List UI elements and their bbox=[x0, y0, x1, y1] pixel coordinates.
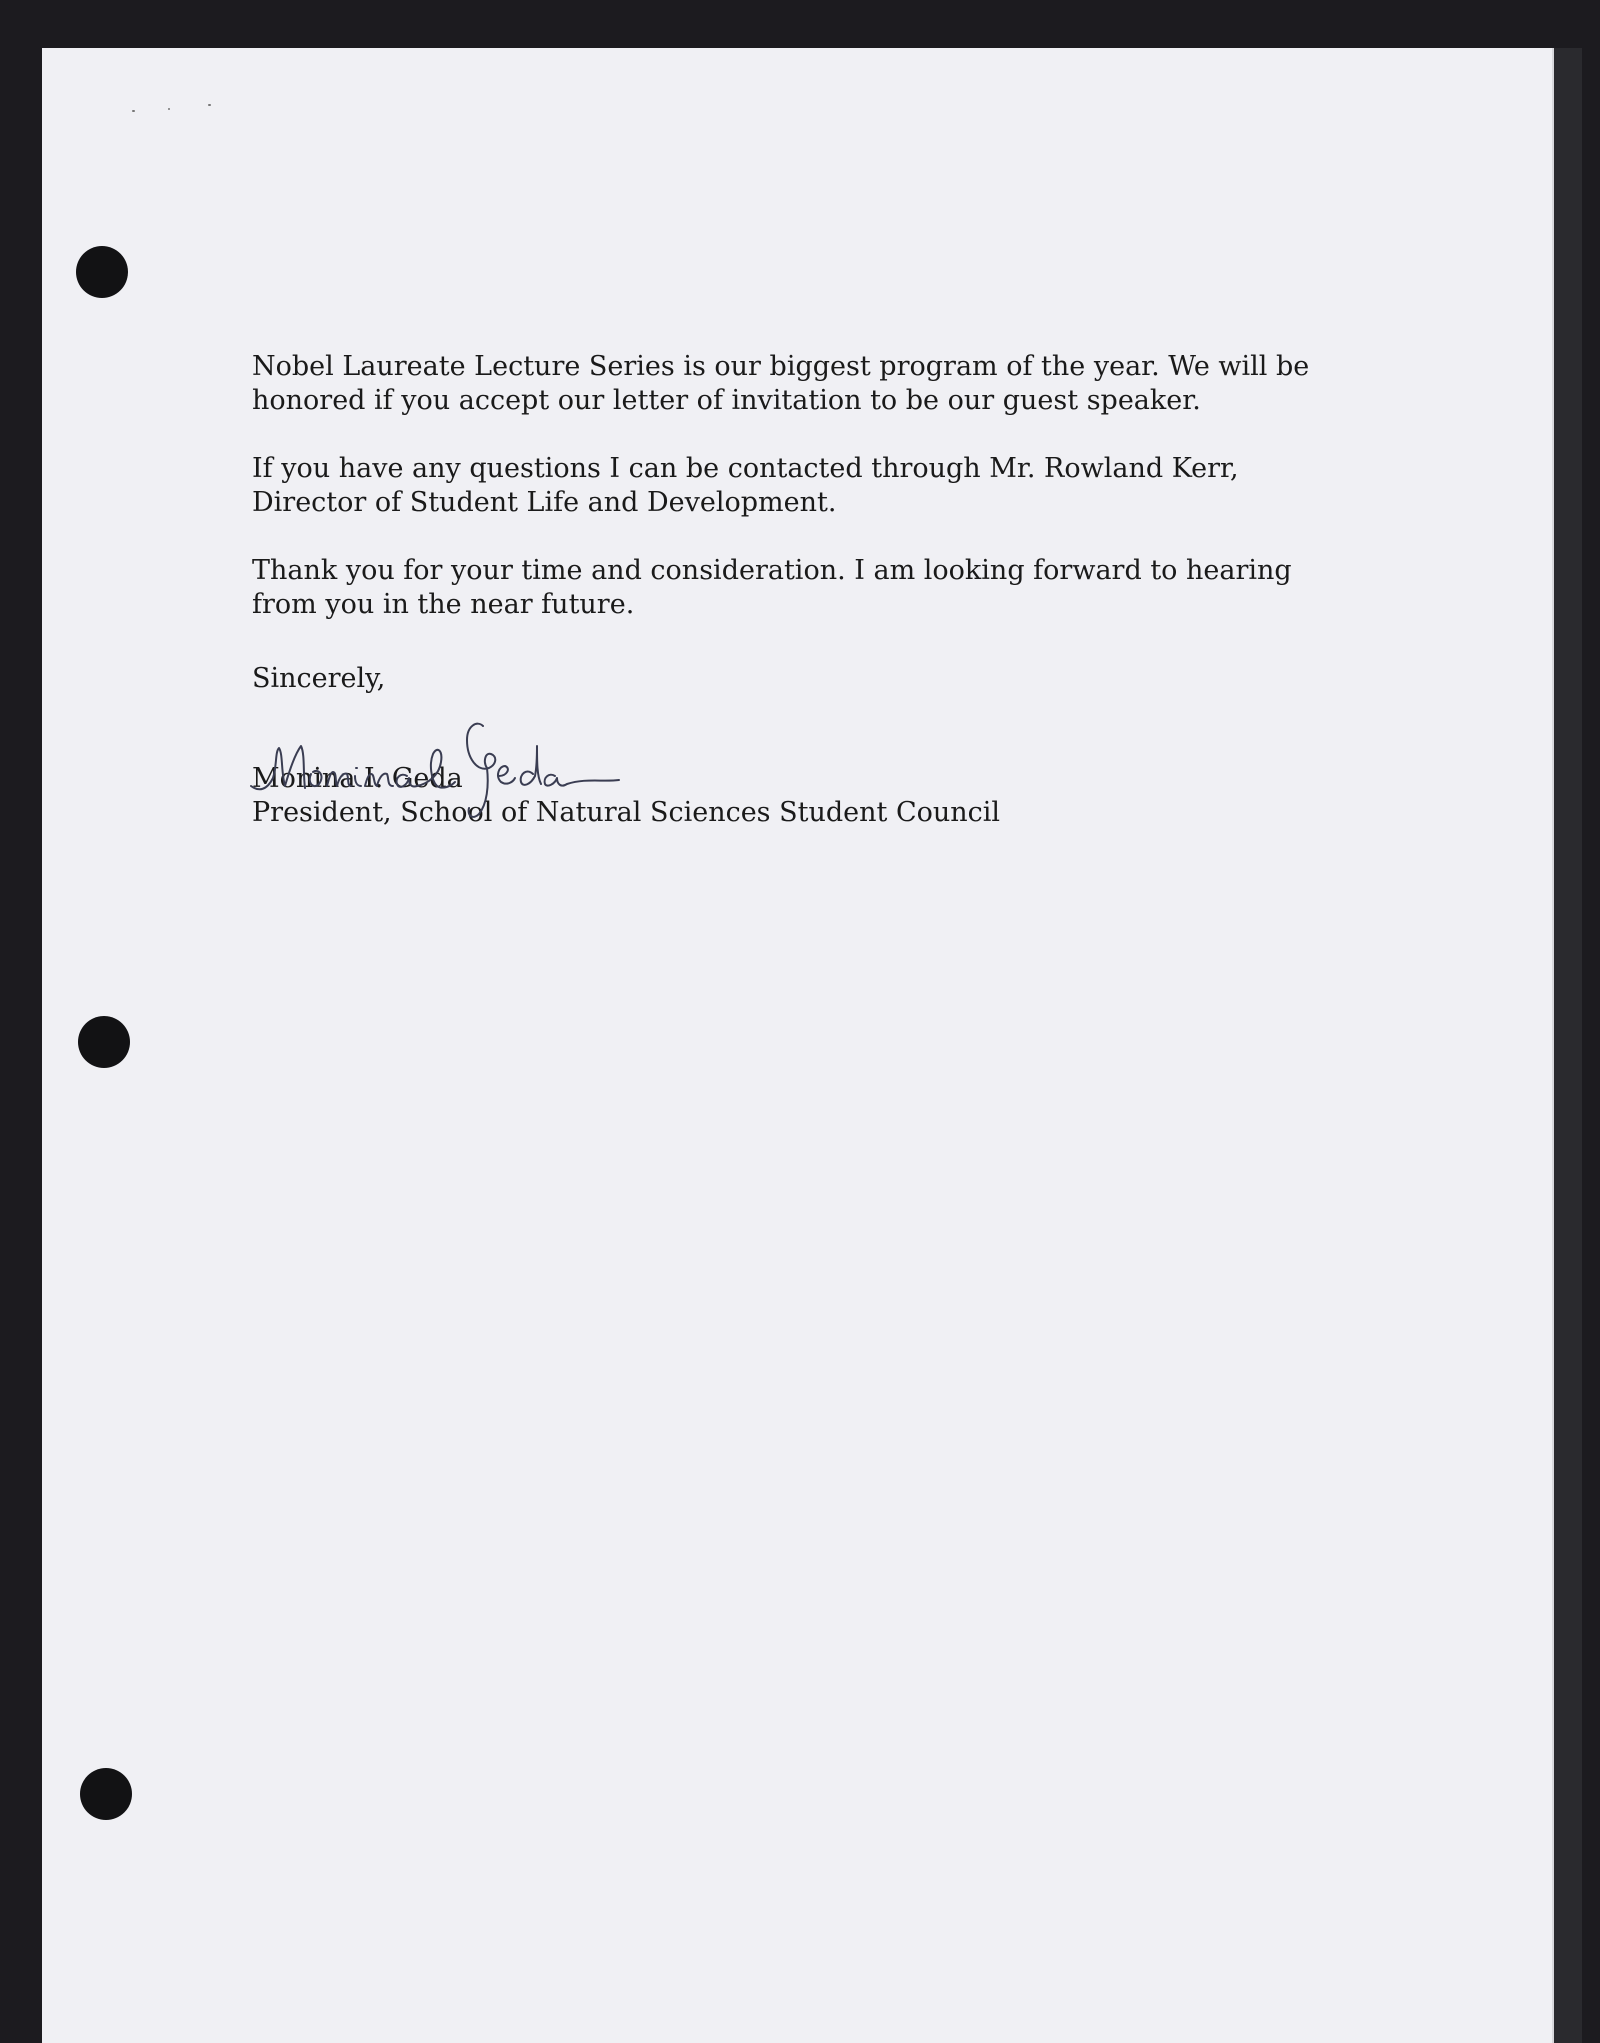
paragraph-line: If you have any questions I can be contacted through Mr. Rowland Kerr, bbox=[252, 453, 1239, 484]
paragraph-line: Director of Student Life and Development. bbox=[252, 487, 837, 518]
punch-hole-top bbox=[76, 246, 128, 298]
punch-hole-middle bbox=[78, 1016, 130, 1068]
paragraph-line: from you in the near future. bbox=[252, 589, 635, 620]
signer-name: Monina I. Geda bbox=[252, 763, 463, 794]
punch-hole-bottom bbox=[80, 1768, 132, 1820]
closing-salutation: Sincerely, bbox=[252, 663, 386, 694]
paragraph-3 bbox=[252, 554, 1352, 622]
paragraph-2 bbox=[252, 452, 1352, 520]
paper-speck bbox=[132, 110, 135, 112]
paragraph-line: Thank you for your time and consideration. I am looking forward to hearing bbox=[252, 555, 1292, 586]
handwritten-signature bbox=[245, 706, 685, 826]
paragraph-line: honored if you accept our letter of invitation to be our guest speaker. bbox=[252, 385, 1201, 416]
scanner-background-edge bbox=[1552, 48, 1582, 2043]
paragraph-line: Nobel Laureate Lecture Series is our biggest program of the year. We will be bbox=[252, 351, 1310, 382]
paper-speck bbox=[208, 104, 211, 106]
paragraph-1 bbox=[252, 350, 1352, 418]
signer-title: President, School of Natural Sciences Student Council bbox=[252, 797, 1001, 828]
letter-page bbox=[42, 48, 1554, 2043]
paper-speck bbox=[168, 108, 170, 110]
